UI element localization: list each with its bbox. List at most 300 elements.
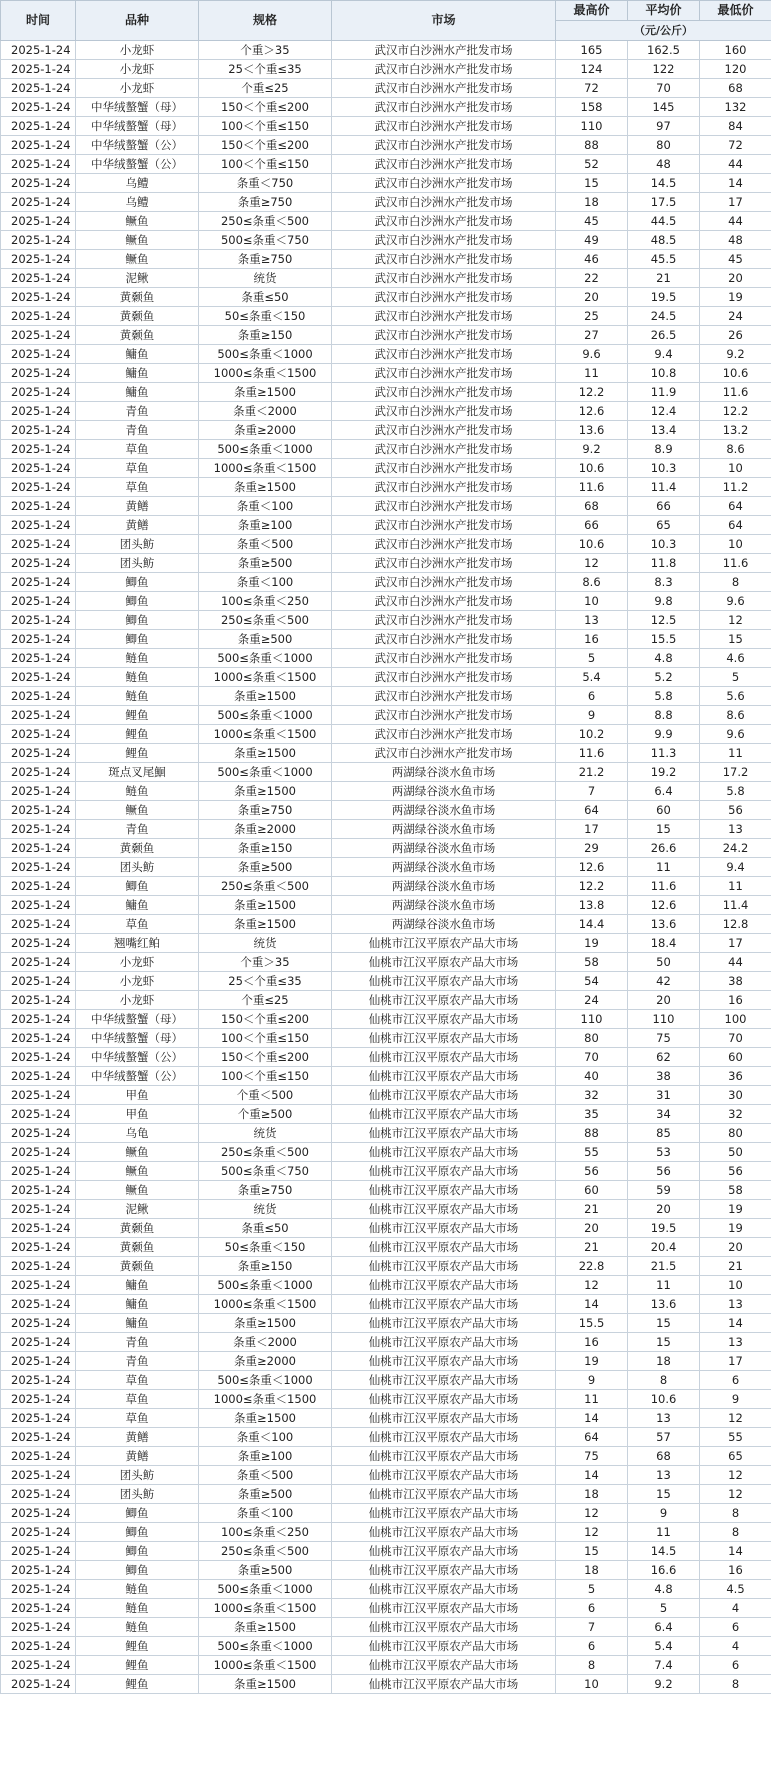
- table-row: [1, 858, 771, 877]
- cell-date: 2025-1-24: [1, 1162, 76, 1181]
- table-header: [1, 1, 771, 41]
- cell-market: 仙桃市江汉平原农产品大市场: [332, 1295, 556, 1314]
- cell-max-price: 58: [556, 953, 628, 972]
- table-row: [1, 193, 771, 212]
- cell-min-price: 4.6: [700, 649, 771, 668]
- cell-max-price: 22: [556, 269, 628, 288]
- cell-avg-price: 97: [628, 117, 700, 136]
- table-row: [1, 1409, 771, 1428]
- cell-spec: 1000≤条重＜1500: [199, 459, 332, 478]
- cell-date: 2025-1-24: [1, 79, 76, 98]
- cell-avg-price: 20: [628, 991, 700, 1010]
- cell-max-price: 11.6: [556, 744, 628, 763]
- cell-variety: 青鱼: [76, 820, 199, 839]
- cell-market: 仙桃市江汉平原农产品大市场: [332, 1599, 556, 1618]
- cell-max-price: 72: [556, 79, 628, 98]
- cell-spec: 条重≥1500: [199, 1314, 332, 1333]
- cell-variety: 鲤鱼: [76, 1656, 199, 1675]
- cell-date: 2025-1-24: [1, 687, 76, 706]
- cell-max-price: 21: [556, 1200, 628, 1219]
- cell-min-price: 10: [700, 535, 771, 554]
- table-row: [1, 60, 771, 79]
- cell-market: 武汉市白沙洲水产批发市场: [332, 174, 556, 193]
- cell-variety: 中华绒螯蟹（公）: [76, 155, 199, 174]
- cell-date: 2025-1-24: [1, 1504, 76, 1523]
- cell-avg-price: 31: [628, 1086, 700, 1105]
- cell-market: 仙桃市江汉平原农产品大市场: [332, 991, 556, 1010]
- cell-variety: 鳜鱼: [76, 250, 199, 269]
- cell-variety: 中华绒螯蟹（母）: [76, 117, 199, 136]
- cell-date: 2025-1-24: [1, 497, 76, 516]
- cell-date: 2025-1-24: [1, 1371, 76, 1390]
- cell-variety: 鲫鱼: [76, 573, 199, 592]
- cell-spec: 1000≤条重＜1500: [199, 1390, 332, 1409]
- cell-market: 武汉市白沙洲水产批发市场: [332, 744, 556, 763]
- cell-avg-price: 80: [628, 136, 700, 155]
- cell-avg-price: 50: [628, 953, 700, 972]
- table-row: [1, 1067, 771, 1086]
- cell-avg-price: 38: [628, 1067, 700, 1086]
- cell-max-price: 21: [556, 1238, 628, 1257]
- cell-max-price: 18: [556, 193, 628, 212]
- cell-max-price: 14: [556, 1466, 628, 1485]
- cell-spec: 500≤条重＜750: [199, 231, 332, 250]
- cell-market: 仙桃市江汉平原农产品大市场: [332, 1181, 556, 1200]
- cell-variety: 黄颡鱼: [76, 307, 199, 326]
- cell-variety: 乌龟: [76, 1124, 199, 1143]
- cell-avg-price: 6.4: [628, 782, 700, 801]
- table-row: [1, 820, 771, 839]
- cell-variety: 小龙虾: [76, 991, 199, 1010]
- cell-market: 武汉市白沙洲水产批发市场: [332, 421, 556, 440]
- table-row: [1, 1029, 771, 1048]
- cell-max-price: 9: [556, 706, 628, 725]
- cell-max-price: 13.6: [556, 421, 628, 440]
- cell-spec: 500≤条重＜1000: [199, 345, 332, 364]
- cell-variety: 青鱼: [76, 421, 199, 440]
- cell-market: 两湖绿谷淡水鱼市场: [332, 858, 556, 877]
- cell-avg-price: 14.5: [628, 1542, 700, 1561]
- cell-max-price: 56: [556, 1162, 628, 1181]
- cell-variety: 鳜鱼: [76, 1162, 199, 1181]
- cell-min-price: 11.4: [700, 896, 771, 915]
- cell-market: 仙桃市江汉平原农产品大市场: [332, 1352, 556, 1371]
- cell-avg-price: 85: [628, 1124, 700, 1143]
- cell-max-price: 10.6: [556, 459, 628, 478]
- cell-variety: 鲤鱼: [76, 725, 199, 744]
- cell-max-price: 14.4: [556, 915, 628, 934]
- cell-market: 仙桃市江汉平原农产品大市场: [332, 1067, 556, 1086]
- cell-variety: 鳙鱼: [76, 1314, 199, 1333]
- cell-max-price: 9: [556, 1371, 628, 1390]
- cell-variety: 黄颡鱼: [76, 1238, 199, 1257]
- cell-variety: 小龙虾: [76, 972, 199, 991]
- cell-variety: 鳙鱼: [76, 383, 199, 402]
- cell-avg-price: 15: [628, 1485, 700, 1504]
- cell-min-price: 84: [700, 117, 771, 136]
- cell-avg-price: 9.8: [628, 592, 700, 611]
- cell-max-price: 16: [556, 1333, 628, 1352]
- cell-variety: 鳜鱼: [76, 1143, 199, 1162]
- cell-spec: 条重≤50: [199, 288, 332, 307]
- cell-min-price: 44: [700, 953, 771, 972]
- cell-avg-price: 10.3: [628, 459, 700, 478]
- cell-variety: 鲢鱼: [76, 668, 199, 687]
- cell-date: 2025-1-24: [1, 1390, 76, 1409]
- cell-date: 2025-1-24: [1, 98, 76, 117]
- cell-market: 仙桃市江汉平原农产品大市场: [332, 1333, 556, 1352]
- cell-date: 2025-1-24: [1, 1352, 76, 1371]
- cell-market: 武汉市白沙洲水产批发市场: [332, 554, 556, 573]
- cell-spec: 条重≥500: [199, 554, 332, 573]
- cell-spec: 500≤条重＜1000: [199, 1580, 332, 1599]
- cell-spec: 1000≤条重＜1500: [199, 364, 332, 383]
- cell-variety: 团头鲂: [76, 1485, 199, 1504]
- table-row: [1, 1618, 771, 1637]
- cell-variety: 鳙鱼: [76, 896, 199, 915]
- table-row: [1, 1504, 771, 1523]
- cell-spec: 50≤条重＜150: [199, 307, 332, 326]
- cell-min-price: 80: [700, 1124, 771, 1143]
- cell-max-price: 70: [556, 1048, 628, 1067]
- cell-spec: 条重＜100: [199, 1428, 332, 1447]
- cell-min-price: 11.6: [700, 554, 771, 573]
- cell-date: 2025-1-24: [1, 877, 76, 896]
- cell-max-price: 15: [556, 1542, 628, 1561]
- cell-avg-price: 5.8: [628, 687, 700, 706]
- cell-market: 仙桃市江汉平原农产品大市场: [332, 1637, 556, 1656]
- table-row: [1, 155, 771, 174]
- cell-avg-price: 18: [628, 1352, 700, 1371]
- cell-max-price: 7: [556, 1618, 628, 1637]
- cell-max-price: 15.5: [556, 1314, 628, 1333]
- cell-variety: 鲤鱼: [76, 744, 199, 763]
- cell-max-price: 54: [556, 972, 628, 991]
- cell-avg-price: 11.3: [628, 744, 700, 763]
- cell-max-price: 13.8: [556, 896, 628, 915]
- cell-min-price: 26: [700, 326, 771, 345]
- cell-avg-price: 10.8: [628, 364, 700, 383]
- cell-market: 武汉市白沙洲水产批发市场: [332, 706, 556, 725]
- cell-spec: 条重≥2000: [199, 1352, 332, 1371]
- cell-market: 仙桃市江汉平原农产品大市场: [332, 1105, 556, 1124]
- cell-date: 2025-1-24: [1, 592, 76, 611]
- cell-variety: 黄鳝: [76, 516, 199, 535]
- cell-avg-price: 60: [628, 801, 700, 820]
- cell-spec: 条重＜500: [199, 535, 332, 554]
- cell-avg-price: 16.6: [628, 1561, 700, 1580]
- cell-min-price: 14: [700, 174, 771, 193]
- cell-market: 武汉市白沙洲水产批发市场: [332, 649, 556, 668]
- cell-max-price: 68: [556, 497, 628, 516]
- cell-max-price: 6: [556, 687, 628, 706]
- cell-avg-price: 59: [628, 1181, 700, 1200]
- cell-min-price: 12: [700, 1485, 771, 1504]
- cell-avg-price: 68: [628, 1447, 700, 1466]
- cell-date: 2025-1-24: [1, 60, 76, 79]
- table-row: [1, 1561, 771, 1580]
- table-row: [1, 972, 771, 991]
- cell-variety: 鲫鱼: [76, 877, 199, 896]
- cell-date: 2025-1-24: [1, 440, 76, 459]
- table-row: [1, 1656, 771, 1675]
- cell-max-price: 66: [556, 516, 628, 535]
- cell-market: 武汉市白沙洲水产批发市场: [332, 136, 556, 155]
- table-row: [1, 1143, 771, 1162]
- cell-market: 武汉市白沙洲水产批发市场: [332, 497, 556, 516]
- cell-date: 2025-1-24: [1, 212, 76, 231]
- cell-avg-price: 15: [628, 1333, 700, 1352]
- cell-spec: 250≤条重＜500: [199, 611, 332, 630]
- table-row: [1, 725, 771, 744]
- cell-variety: 鲫鱼: [76, 1523, 199, 1542]
- cell-min-price: 9.6: [700, 725, 771, 744]
- cell-market: 仙桃市江汉平原农产品大市场: [332, 1656, 556, 1675]
- table-row: [1, 136, 771, 155]
- cell-market: 仙桃市江汉平原农产品大市场: [332, 972, 556, 991]
- table-row: [1, 326, 771, 345]
- cell-market: 武汉市白沙洲水产批发市场: [332, 307, 556, 326]
- cell-avg-price: 15.5: [628, 630, 700, 649]
- cell-max-price: 25: [556, 307, 628, 326]
- cell-avg-price: 48: [628, 155, 700, 174]
- cell-variety: 鲫鱼: [76, 1542, 199, 1561]
- cell-max-price: 10.2: [556, 725, 628, 744]
- table-row: [1, 744, 771, 763]
- cell-date: 2025-1-24: [1, 1010, 76, 1029]
- table-row: [1, 1466, 771, 1485]
- cell-max-price: 60: [556, 1181, 628, 1200]
- table-row: [1, 649, 771, 668]
- table-row: [1, 174, 771, 193]
- header-unit: （元/公斤）: [556, 21, 771, 41]
- table-row: [1, 1314, 771, 1333]
- table-row: [1, 269, 771, 288]
- cell-variety: 鲢鱼: [76, 782, 199, 801]
- cell-min-price: 11: [700, 877, 771, 896]
- table-body: [1, 41, 771, 1694]
- table-row: [1, 117, 771, 136]
- cell-date: 2025-1-24: [1, 1561, 76, 1580]
- cell-min-price: 11: [700, 744, 771, 763]
- cell-variety: 鲢鱼: [76, 687, 199, 706]
- cell-min-price: 100: [700, 1010, 771, 1029]
- cell-variety: 鳙鱼: [76, 1276, 199, 1295]
- cell-spec: 1000≤条重＜1500: [199, 1599, 332, 1618]
- cell-market: 仙桃市江汉平原农产品大市场: [332, 1466, 556, 1485]
- cell-max-price: 18: [556, 1561, 628, 1580]
- cell-avg-price: 8: [628, 1371, 700, 1390]
- cell-market: 仙桃市江汉平原农产品大市场: [332, 1371, 556, 1390]
- cell-variety: 中华绒螯蟹（公）: [76, 1067, 199, 1086]
- cell-avg-price: 19.5: [628, 1219, 700, 1238]
- cell-date: 2025-1-24: [1, 1105, 76, 1124]
- cell-avg-price: 9.2: [628, 1675, 700, 1694]
- cell-max-price: 11.6: [556, 478, 628, 497]
- cell-spec: 条重≥750: [199, 250, 332, 269]
- cell-market: 仙桃市江汉平原农产品大市场: [332, 1276, 556, 1295]
- table-row: [1, 1485, 771, 1504]
- cell-market: 武汉市白沙洲水产批发市场: [332, 459, 556, 478]
- cell-max-price: 27: [556, 326, 628, 345]
- cell-avg-price: 44.5: [628, 212, 700, 231]
- cell-variety: 鳙鱼: [76, 345, 199, 364]
- cell-market: 武汉市白沙洲水产批发市场: [332, 535, 556, 554]
- cell-min-price: 14: [700, 1542, 771, 1561]
- cell-min-price: 60: [700, 1048, 771, 1067]
- table-row: [1, 763, 771, 782]
- cell-variety: 鳙鱼: [76, 364, 199, 383]
- table-row: [1, 554, 771, 573]
- cell-avg-price: 13.6: [628, 915, 700, 934]
- cell-spec: 500≤条重＜750: [199, 1162, 332, 1181]
- table-row: [1, 1200, 771, 1219]
- cell-avg-price: 8.8: [628, 706, 700, 725]
- table-row: [1, 1162, 771, 1181]
- cell-max-price: 40: [556, 1067, 628, 1086]
- cell-avg-price: 13.4: [628, 421, 700, 440]
- cell-date: 2025-1-24: [1, 554, 76, 573]
- cell-date: 2025-1-24: [1, 1409, 76, 1428]
- cell-date: 2025-1-24: [1, 782, 76, 801]
- cell-market: 武汉市白沙洲水产批发市场: [332, 440, 556, 459]
- cell-date: 2025-1-24: [1, 1086, 76, 1105]
- cell-min-price: 12: [700, 1409, 771, 1428]
- table-row: [1, 1219, 771, 1238]
- cell-variety: 乌鳢: [76, 193, 199, 212]
- cell-market: 仙桃市江汉平原农产品大市场: [332, 1238, 556, 1257]
- cell-date: 2025-1-24: [1, 1295, 76, 1314]
- cell-avg-price: 162.5: [628, 41, 700, 60]
- cell-market: 武汉市白沙洲水产批发市场: [332, 250, 556, 269]
- cell-variety: 鳙鱼: [76, 1295, 199, 1314]
- cell-avg-price: 11: [628, 1276, 700, 1295]
- cell-avg-price: 8.3: [628, 573, 700, 592]
- table-row: [1, 1181, 771, 1200]
- table-row: [1, 459, 771, 478]
- cell-max-price: 20: [556, 1219, 628, 1238]
- cell-max-price: 17: [556, 820, 628, 839]
- cell-variety: 团头鲂: [76, 554, 199, 573]
- cell-min-price: 13.2: [700, 421, 771, 440]
- table-row: [1, 421, 771, 440]
- cell-spec: 条重＜100: [199, 573, 332, 592]
- cell-avg-price: 26.6: [628, 839, 700, 858]
- cell-max-price: 88: [556, 1124, 628, 1143]
- cell-variety: 鲫鱼: [76, 1504, 199, 1523]
- cell-min-price: 36: [700, 1067, 771, 1086]
- cell-date: 2025-1-24: [1, 1067, 76, 1086]
- cell-spec: 100≤条重＜250: [199, 1523, 332, 1542]
- cell-spec: 1000≤条重＜1500: [199, 1656, 332, 1675]
- cell-min-price: 8.6: [700, 706, 771, 725]
- cell-min-price: 20: [700, 1238, 771, 1257]
- cell-min-price: 9.6: [700, 592, 771, 611]
- table-row: [1, 953, 771, 972]
- cell-variety: 黄颡鱼: [76, 1257, 199, 1276]
- cell-avg-price: 48.5: [628, 231, 700, 250]
- cell-spec: 条重≥150: [199, 326, 332, 345]
- cell-variety: 黄鳝: [76, 497, 199, 516]
- table-row: [1, 250, 771, 269]
- cell-spec: 100＜个重≤150: [199, 1029, 332, 1048]
- cell-date: 2025-1-24: [1, 763, 76, 782]
- cell-date: 2025-1-24: [1, 1485, 76, 1504]
- cell-variety: 青鱼: [76, 1333, 199, 1352]
- cell-spec: 150＜个重≤200: [199, 98, 332, 117]
- cell-date: 2025-1-24: [1, 896, 76, 915]
- cell-avg-price: 5: [628, 1599, 700, 1618]
- cell-spec: 250≤条重＜500: [199, 1143, 332, 1162]
- cell-avg-price: 4.8: [628, 1580, 700, 1599]
- cell-avg-price: 4.8: [628, 649, 700, 668]
- cell-date: 2025-1-24: [1, 953, 76, 972]
- cell-spec: 150＜个重≤200: [199, 136, 332, 155]
- header-min-price: 最低价: [700, 1, 771, 21]
- cell-min-price: 15: [700, 630, 771, 649]
- cell-min-price: 9.2: [700, 345, 771, 364]
- cell-market: 仙桃市江汉平原农产品大市场: [332, 1162, 556, 1181]
- cell-variety: 黄鳝: [76, 1428, 199, 1447]
- table-row: [1, 1048, 771, 1067]
- cell-date: 2025-1-24: [1, 516, 76, 535]
- cell-market: 仙桃市江汉平原农产品大市场: [332, 1219, 556, 1238]
- cell-date: 2025-1-24: [1, 1029, 76, 1048]
- cell-avg-price: 62: [628, 1048, 700, 1067]
- cell-max-price: 20: [556, 288, 628, 307]
- cell-variety: 中华绒螯蟹（母）: [76, 1010, 199, 1029]
- cell-spec: 条重≥500: [199, 630, 332, 649]
- cell-max-price: 32: [556, 1086, 628, 1105]
- cell-spec: 100＜个重≤150: [199, 1067, 332, 1086]
- cell-min-price: 32: [700, 1105, 771, 1124]
- cell-max-price: 29: [556, 839, 628, 858]
- cell-avg-price: 10.6: [628, 1390, 700, 1409]
- cell-variety: 鲢鱼: [76, 649, 199, 668]
- table-row: [1, 1295, 771, 1314]
- cell-date: 2025-1-24: [1, 383, 76, 402]
- table-row: [1, 592, 771, 611]
- cell-variety: 斑点叉尾鮰: [76, 763, 199, 782]
- cell-market: 武汉市白沙洲水产批发市场: [332, 687, 556, 706]
- table-row: [1, 1637, 771, 1656]
- cell-min-price: 64: [700, 516, 771, 535]
- table-row: [1, 1447, 771, 1466]
- cell-date: 2025-1-24: [1, 117, 76, 136]
- cell-max-price: 9.6: [556, 345, 628, 364]
- header-market: 市场: [332, 1, 556, 41]
- cell-min-price: 6: [700, 1618, 771, 1637]
- cell-min-price: 56: [700, 1162, 771, 1181]
- cell-variety: 鲤鱼: [76, 706, 199, 725]
- cell-date: 2025-1-24: [1, 611, 76, 630]
- table-row: [1, 1105, 771, 1124]
- cell-spec: 条重≥150: [199, 839, 332, 858]
- cell-date: 2025-1-24: [1, 1257, 76, 1276]
- cell-date: 2025-1-24: [1, 991, 76, 1010]
- cell-min-price: 44: [700, 212, 771, 231]
- table-row: [1, 573, 771, 592]
- cell-avg-price: 11.8: [628, 554, 700, 573]
- cell-min-price: 17: [700, 1352, 771, 1371]
- cell-spec: 条重≥500: [199, 1561, 332, 1580]
- cell-spec: 500≤条重＜1000: [199, 763, 332, 782]
- cell-avg-price: 13: [628, 1466, 700, 1485]
- cell-max-price: 14: [556, 1295, 628, 1314]
- cell-variety: 鳜鱼: [76, 231, 199, 250]
- cell-spec: 条重≥1500: [199, 1675, 332, 1694]
- cell-market: 仙桃市江汉平原农产品大市场: [332, 1010, 556, 1029]
